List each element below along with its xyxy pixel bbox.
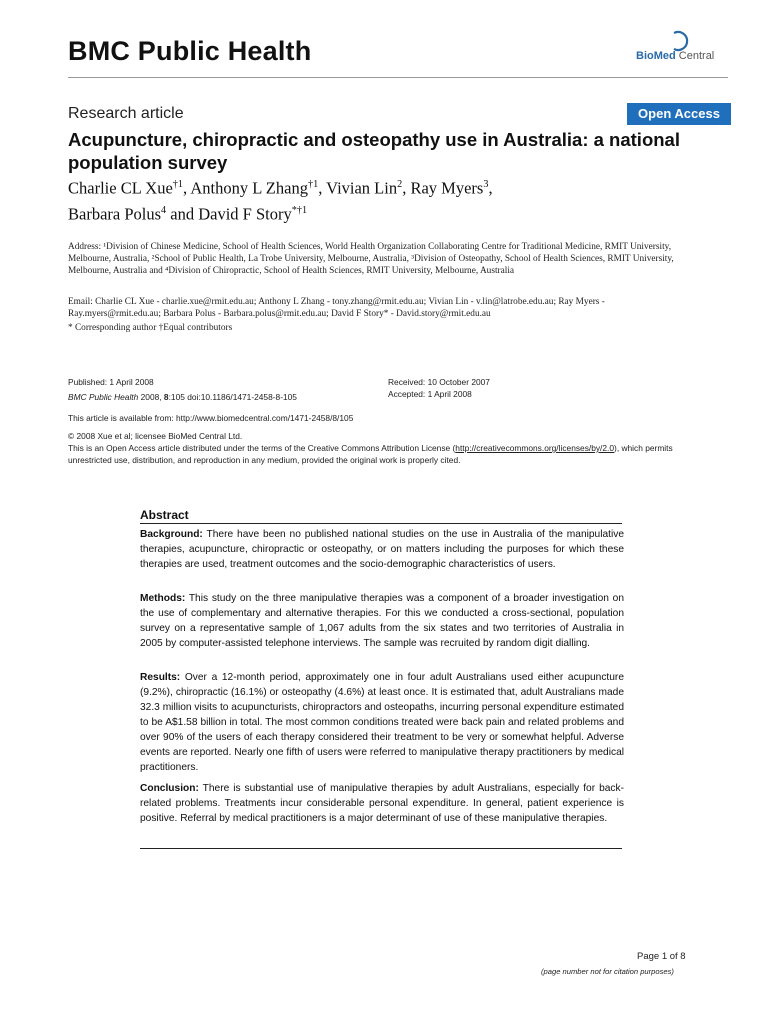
abstract-methods (140, 591, 624, 651)
page-number-note: (page number not for citation purposes) (541, 967, 674, 976)
published-date: Published: 1 April 2008 (68, 377, 154, 387)
results-text: Over a 12-month period, approximately one in four adult Australians used either acupuncture (9.2%), chiropractic (16.1%) or osteopathy (4.6%) at least once. It is estimated that, adult Australians made 32.3 million visits to acupuncturists, chiropractors and osteopaths, incurring personal expenditure estimated to be A$1.58 billion in total. The most common conditions treated were back pain and related problems and over 90% of the users of each therapy considered their treatment to be very or somewhat helpful. Adverse events are reported. Nearly one fifth of users were referred to manipulative therapy practitioners by medical practitioners. (140, 672, 624, 773)
author-name: Anthony L Zhang (190, 178, 308, 198)
biomed-logo-icon (668, 30, 690, 52)
abstract-results (140, 670, 624, 775)
license-post: ), which permits unrestricted use, distribution, and reproduction in any medium, provided the original work is properly cited. (68, 443, 673, 465)
background-label: Background: (140, 529, 203, 540)
article-url: This article is available from: http://www.biomedcentral.com/1471-2458/8/105 (68, 413, 354, 423)
article-type: Research article (68, 105, 184, 122)
author-name: Ray Myers (410, 178, 484, 198)
conclusion-text: There is substantial use of manipulative therapies by adult Australians, especially for back-related problems. Treatments incur considerable personal expenditure. In general, patient experience is positive. Referral by medical practitioners is a major determinant of use of these manipulative therapies. (140, 783, 624, 824)
abstract-top-rule (140, 523, 622, 524)
header-divider (68, 77, 728, 78)
author-separator: , (318, 178, 327, 198)
publisher-logo-central: Central (675, 50, 715, 62)
conclusion-label: Conclusion: (140, 783, 199, 794)
page-number: Page 1 of 8 (637, 951, 686, 962)
abstract-bottom-rule (140, 848, 622, 849)
author-affiliation-mark: 3 (483, 179, 489, 190)
author-affiliation-mark: 4 (161, 204, 167, 216)
author-notes: * Corresponding author †Equal contributors (68, 323, 233, 333)
author-affiliation-mark: †1 (172, 179, 183, 190)
journal-title: BMC Public Health (68, 36, 312, 66)
citation-doi: :105 doi:10.1186/1471-2458-8-105 (168, 392, 297, 402)
author-affiliation-mark: †1 (307, 179, 319, 190)
abstract-heading: Abstract (140, 508, 189, 522)
citation-journal: BMC Public Health (68, 392, 139, 402)
methods-text: This study on the three manipulative therapies was a component of a broader investigation on the use of complementary and alternative therapies. For this we conducted a cross-sectional, population survey on a representative sample of 1,067 adults from the six states and two territories of Australia in 2005 by computer-assisted telephone interviews. The sample was recruited by random digit dialling. (140, 593, 624, 649)
author-separator: , (183, 178, 191, 198)
abstract-conclusion (140, 781, 624, 826)
publisher-logo (636, 50, 714, 62)
license-block (68, 430, 708, 466)
citation (68, 391, 388, 403)
license-text (68, 442, 708, 466)
author-separator: , (488, 178, 493, 198)
author-addresses: Address: ¹Division of Chinese Medicine, School of Health Sciences, World Health Organization Collaborating Centre for Traditional Medicine, RMIT University, Melbourne, Australia, ²School of Public Health, La Trobe University, Melbourne, Australia, ³Division of Osteopathy, School of Health Sciences, RMIT University, Melbourne, Australia and ⁴Division of Chiropractic, School of Health Sciences, RMIT University, Melbourne, Australia (68, 242, 674, 276)
publisher-logo-bio: BioMed (636, 50, 676, 62)
author-separator: , (402, 178, 411, 198)
copyright: © 2008 Xue et al; licensee BioMed Central Ltd. (68, 431, 243, 441)
results-label: Results: (140, 672, 181, 683)
citation-year: 2008, (138, 392, 164, 402)
author-emails: Email: Charlie CL Xue - charlie.xue@rmit.edu.au; Anthony L Zhang - tony.zhang@rmit.edu.au; Vivian Lin - v.lin@latrobe.edu.au; Ray Myers - Ray.myers@rmit.edu.au; Barbara Polus - Barbara.polus@rmit.edu.au; David F Story* - David.story@rmit.edu.au (68, 297, 605, 319)
submission-info (388, 376, 708, 400)
author-name: Vivian Lin (326, 178, 398, 198)
publication-info (68, 376, 388, 403)
license-pre: This is an Open Access article distributed under the terms of the Creative Commons Attribution License ( (68, 443, 456, 453)
citation-volume: 8 (163, 392, 169, 402)
abstract-background (140, 527, 624, 572)
author-list (68, 174, 708, 225)
received-date: Received: 10 October 2007 (388, 377, 490, 387)
author-separator: and (166, 204, 199, 223)
article-title: Acupuncture, chiropractic and osteopathy use in Australia: a national population survey (68, 129, 680, 173)
background-text: There have been no published national studies on the use in Australia of the manipulative therapies, acupuncture, chiropractic or osteopathy, or on matters including the purposes for which these therapies are used, treatment outcomes and the socio-demographic characteristics of users. (140, 529, 624, 570)
author-name: Barbara Polus (68, 204, 162, 223)
author-affiliation-mark: *†1 (291, 204, 308, 216)
license-link[interactable]: http://creativecommons.org/licenses/by/2.0 (455, 443, 615, 453)
author-name: Charlie CL Xue (68, 178, 173, 198)
author-name: David F Story (198, 204, 292, 223)
accepted-date: Accepted: 1 April 2008 (388, 389, 472, 399)
open-access-badge: Open Access (627, 103, 731, 125)
methods-label: Methods: (140, 593, 186, 604)
author-affiliation-mark: 2 (397, 179, 403, 190)
